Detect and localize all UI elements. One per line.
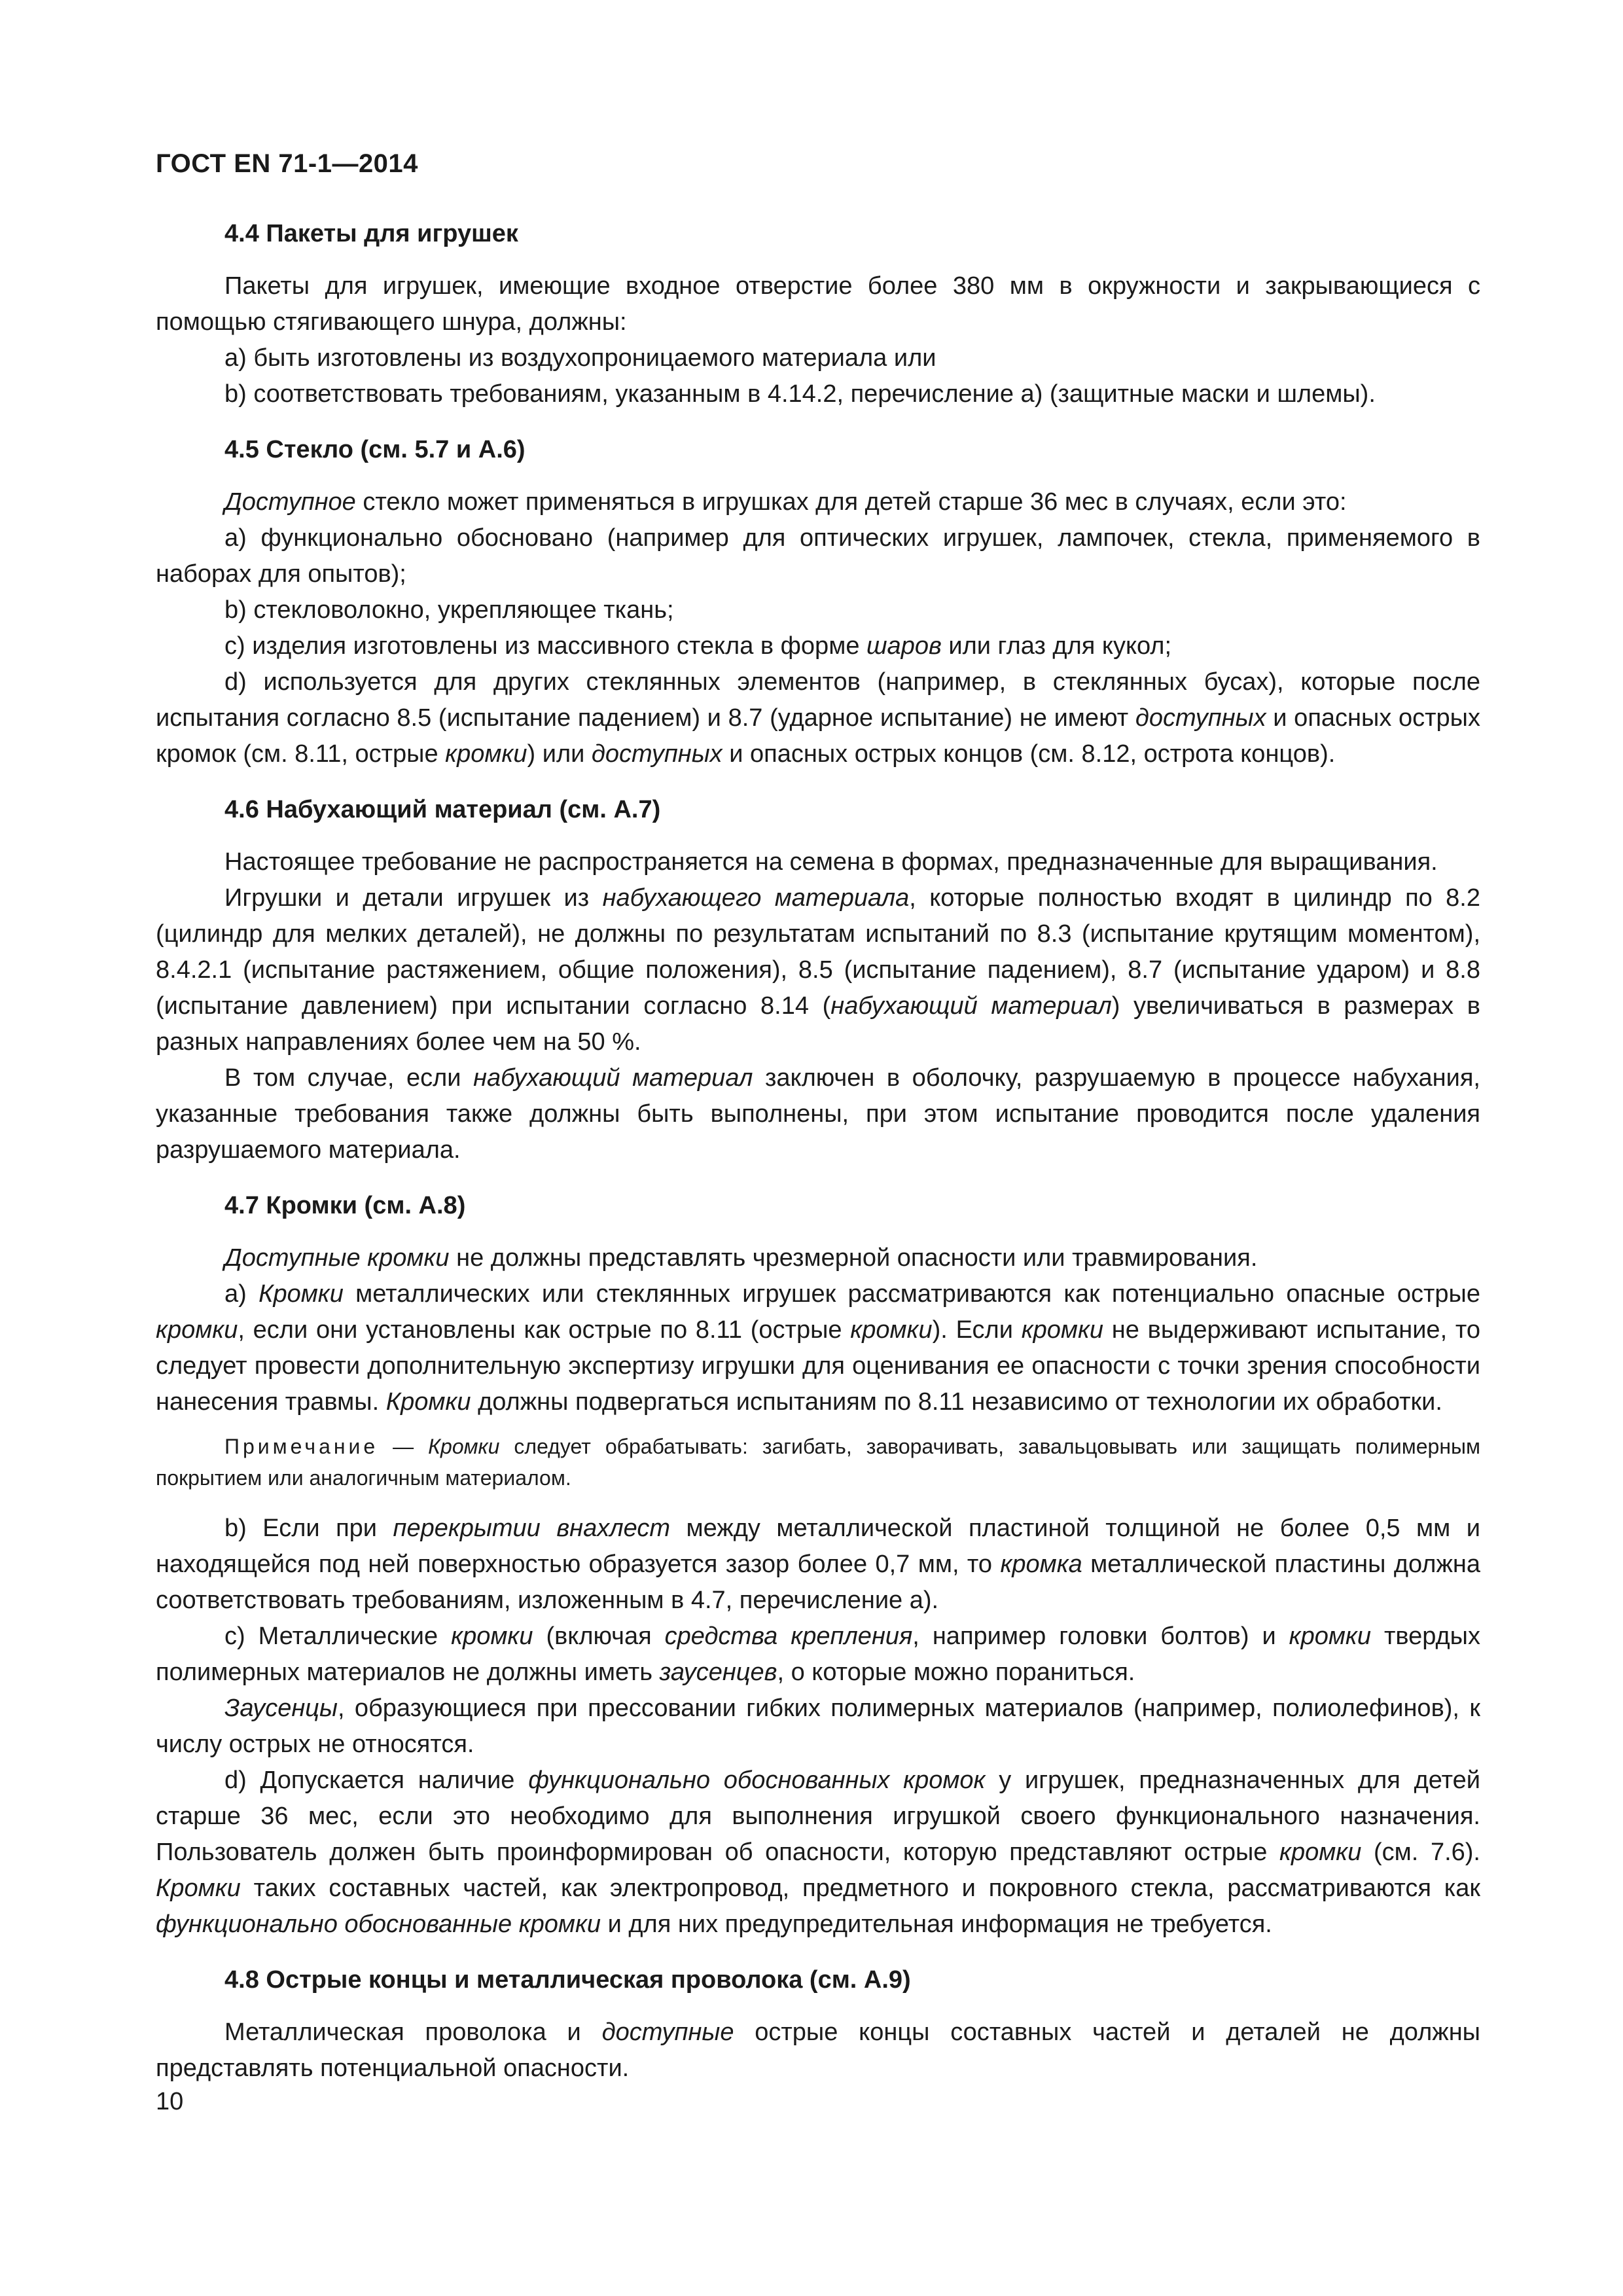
text-run: следует обрабатывать: загибать, заворачивать, завальцовывать или защищать полимерным покрытием или аналогичным материалом.: [156, 1435, 1481, 1490]
section-4-5: [156, 432, 1480, 772]
text-run: d) Допускается наличие: [224, 1767, 529, 1794]
term: Доступные кромки: [224, 1244, 450, 1272]
section-heading: 4.4 Пакеты для игрушек: [224, 220, 518, 247]
paragraph: Пакеты для игрушек, имеющие входное отверстие более 380 мм в окружности и закрывающиеся с помощью стягивающего шнура, должны:: [156, 272, 1480, 336]
term: кромки: [1021, 1316, 1104, 1344]
text-run: , например головки болтов) и: [912, 1623, 1289, 1650]
note: [156, 1431, 1480, 1494]
text-run: металлических или стеклянных игрушек рассматриваются как потенциально опасные острые: [343, 1280, 1480, 1308]
paragraph: [156, 484, 1480, 520]
text-run: с) изделия изготовлены из массивного стекла в форме: [224, 632, 867, 660]
list-item: [156, 1511, 1480, 1619]
term: функционально обоснованные кромки: [156, 1910, 601, 1938]
text-run: не выдерживают испытание, то следует провести дополнительную экспертизу игрушки для оценивания ее опасности с точки зрения способности нанесения травмы.: [156, 1316, 1480, 1416]
text-run: и опасных острых кромок (см. 8.11, острые: [156, 704, 1480, 768]
text-run: (включая: [533, 1623, 665, 1650]
text-run: , которые полностью входят в цилиндр по 8.2 (цилиндр для мелких деталей), не должны по результатам испытаний по 8.3 (испытание крутящим моментом), 8.4.2.1 (испытание растяжением, общие положения), 8.5 (испытание падением), 8.7 (испытание ударом) и 8.8 (испытание давлением) при испытании согласно 8.14 (: [156, 884, 1480, 1020]
list-item: [156, 1763, 1480, 1943]
page-number: 10: [156, 2088, 184, 2115]
term: кромки: [451, 1623, 533, 1650]
paragraph: [156, 1240, 1480, 1276]
term: кромки: [445, 740, 527, 768]
term: кромки: [1279, 1839, 1362, 1866]
text-run: (см. 7.6).: [1361, 1839, 1480, 1866]
note-label: Примечание: [224, 1435, 379, 1458]
text-run: должны подвергаться испытаниям по 8.11 независимо от технологии их обработки.: [471, 1388, 1442, 1416]
text-run: не должны представлять чрезмерной опасности или травмирования.: [449, 1244, 1258, 1272]
text-run: —: [378, 1435, 429, 1458]
text-run: металлической пластины должна соответствовать требованиям, изложенным в 4.7, перечисление а).: [156, 1551, 1481, 1614]
text-run: , если они установлены как острые по 8.11 (острые: [238, 1316, 851, 1344]
section-heading: 4.6 Набухающий материал (см. А.7): [224, 796, 661, 823]
text-run: Игрушки и детали игрушек из: [224, 884, 603, 912]
term: Кромки: [259, 1280, 344, 1308]
list-item: а) функционально обосновано (например для оптических игрушек, лампочек, стекла, применяемого в наборах для опытов);: [156, 524, 1480, 588]
text-run: , о которые можно пораниться.: [777, 1659, 1135, 1686]
list-item: а) быть изготовлены из воздухопроницаемого материала или: [224, 344, 936, 372]
text-run: а): [224, 1280, 259, 1308]
paragraph: [156, 1691, 1480, 1763]
text-run: , образующиеся при прессовании гибких полимерных материалов (например, полиолефинов), к числу острых не относятся.: [156, 1695, 1480, 1758]
paragraph: [156, 880, 1480, 1060]
section-heading: 4.8 Острые концы и металлическая проволока (см. А.9): [224, 1966, 911, 1994]
text-run: таких составных частей, как электропровод, предметного и покровного стекла, рассматриваются как: [240, 1874, 1480, 1902]
paragraph: [156, 1060, 1480, 1168]
document-header: ГОСТ EN 71-1—2014: [156, 149, 418, 178]
list-item: [156, 1276, 1480, 1420]
term: заусенцев: [659, 1659, 777, 1686]
paragraph: [156, 2015, 1480, 2087]
term: шаров: [866, 632, 942, 660]
text-run: и опасных острых концов (см. 8.12, острота концов).: [722, 740, 1336, 768]
term: Заусенцы: [224, 1695, 338, 1722]
text-run: ) увеличиваться в размерах в разных направлениях более чем на 50 %.: [156, 992, 1480, 1056]
text-run: с) Металлические: [224, 1623, 452, 1650]
paragraph: Настоящее требование не распространяется на семена в формах, предназначенные для выращивания.: [224, 848, 1438, 876]
list-item: [156, 664, 1480, 772]
text-run: ) или: [527, 740, 592, 768]
section-heading: 4.5 Стекло (см. 5.7 и А.6): [224, 436, 526, 463]
term: Кромки: [156, 1874, 241, 1902]
term: доступные: [601, 2018, 734, 2046]
section-4-4: [156, 216, 1480, 412]
text-run: ). Если: [932, 1316, 1022, 1344]
term: доступных: [591, 740, 722, 768]
text-run: у игрушек, предназначенных для детей старше 36 мес, если это необходимо для выполнения игрушкой своего функционального назначения. Пользователь должен быть проинформирован об опасности, которую представляют острые: [156, 1767, 1480, 1866]
text-run: и для них предупредительная информация не требуется.: [601, 1910, 1272, 1938]
term: набухающий материал: [830, 992, 1112, 1020]
text-run: между металлической пластиной толщиной не более 0,5 мм и находящейся под ней поверхностью образуется зазор более 0,7 мм, то: [156, 1515, 1480, 1578]
term: Кромки: [385, 1388, 471, 1416]
text-run: или глаз для кукол;: [941, 632, 1172, 660]
text-run: В том случае, если: [224, 1064, 474, 1092]
term: доступных: [1135, 704, 1266, 732]
term: кромка: [1000, 1551, 1082, 1578]
term: Кромки: [428, 1435, 500, 1458]
section-heading: 4.7 Кромки (см. А.8): [224, 1192, 466, 1219]
document-body: [156, 216, 1480, 2106]
list-item: [156, 1619, 1480, 1691]
term: набухающего материала: [602, 884, 910, 912]
term: кромки: [1289, 1623, 1371, 1650]
section-4-7: [156, 1188, 1480, 1943]
term: кромки: [850, 1316, 933, 1344]
text-run: d) используется для других стеклянных элементов (например, в стеклянных бусах), которые после испытания согласно 8.5 (испытание падением) и 8.7 (ударное испытание) не имеют: [156, 668, 1480, 732]
text-run: заключен в оболочку, разрушаемую в процессе набухания, указанные требования также должны быть выполнены, при этом испытание проводится после удаления разрушаемого материала.: [156, 1064, 1480, 1164]
text-run: b) Если при: [224, 1515, 393, 1542]
term: кромки: [156, 1316, 238, 1344]
term: Доступное: [224, 488, 356, 516]
term: перекрытии внахлест: [393, 1515, 670, 1542]
section-4-8: [156, 1962, 1480, 2087]
section-4-6: [156, 792, 1480, 1168]
list-item: b) соответствовать требованиям, указанным в 4.14.2, перечисление а) (защитные маски и шлемы).: [224, 380, 1376, 408]
term: набухающий материал: [473, 1064, 753, 1092]
term: средства крепления: [664, 1623, 913, 1650]
text-run: острые концы составных частей и деталей не должны представлять потенциальной опасности.: [156, 2018, 1480, 2082]
term: функционально обоснованных кромок: [528, 1767, 986, 1794]
text-run: стекло может применяться в игрушках для детей старше 36 мес в случаях, если это:: [355, 488, 1347, 516]
list-item: b) стекловолокно, укрепляющее ткань;: [224, 596, 674, 624]
list-item: [156, 628, 1480, 664]
text-run: Металлическая проволока и: [224, 2018, 602, 2046]
text-run: твердых полимерных материалов не должны иметь: [156, 1623, 1480, 1686]
